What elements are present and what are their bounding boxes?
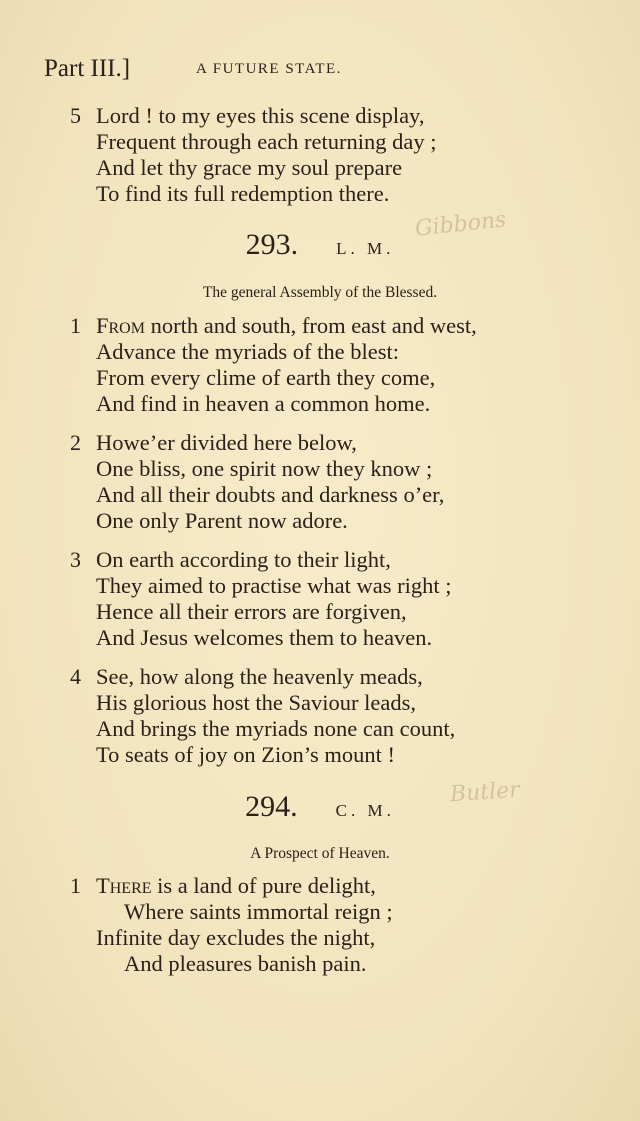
verse-line: Frequent through each returning day ; <box>96 129 437 154</box>
verse-line: Advance the myriads of the blest: <box>96 339 400 364</box>
verse-number: 1 <box>70 313 81 338</box>
verse-number: 5 <box>70 103 81 128</box>
hymn-293-stanza-2 <box>70 430 590 534</box>
drop-word: From <box>96 313 145 338</box>
verse-line: To find its full redemption there. <box>96 181 390 206</box>
hymn-293-stanza-1 <box>70 313 590 417</box>
verse-line: There is a land of pure delight, <box>96 873 376 898</box>
verse-line: And let thy grace my soul prepare <box>96 155 403 180</box>
verse-line: To seats of joy on Zion’s mount ! <box>96 742 396 767</box>
drop-word: There <box>96 873 152 898</box>
hymn-294-heading <box>0 790 640 824</box>
hymn-number: 293. <box>245 228 299 261</box>
hymn-meter: L. M. <box>336 239 395 258</box>
verse-line: Howe’er divided here below, <box>96 430 357 455</box>
verse-line: And brings the myriads none can count, <box>96 716 456 741</box>
hymn-meter: C. M. <box>335 801 395 820</box>
verse-line: And all their doubts and darkness o’er, <box>96 482 445 507</box>
verse-line: And pleasures banish pain. <box>124 951 367 976</box>
verse-line: Hence all their errors are forgiven, <box>96 599 407 624</box>
hymn-293-stanza-4 <box>70 664 590 768</box>
verse-line: Where saints immortal reign ; <box>124 899 393 924</box>
verse-line: And Jesus welcomes them to heaven. <box>96 625 433 650</box>
verse-line: Lord ! to my eyes this scene display, <box>96 103 425 128</box>
pencil-annotation: Gibbons <box>413 207 508 242</box>
part-label: Part III.] <box>44 55 131 82</box>
verse-line: They aimed to practise what was right ; <box>96 573 452 598</box>
verse-line: On earth according to their light, <box>96 547 391 572</box>
running-header <box>44 55 604 83</box>
verse-line: One only Parent now adore. <box>96 508 348 533</box>
hymn-subtitle: The general Assembly of the Blessed. <box>202 284 438 301</box>
section-title: A FUTURE STATE. <box>196 61 342 77</box>
verse-line: From north and south, from east and west, <box>96 313 477 338</box>
hymn-293-heading <box>0 228 640 262</box>
verse-number: 2 <box>70 430 81 455</box>
hymn-number: 294. <box>245 790 298 823</box>
previous-hymn-stanza <box>70 103 590 207</box>
verse-line: His glorious host the Saviour leads, <box>96 690 416 715</box>
verse-line: From every clime of earth they come, <box>96 365 436 390</box>
hymn-subtitle: A Prospect of Heaven. <box>250 845 390 862</box>
pencil-annotation: Butler <box>449 777 521 808</box>
verse-line: See, how along the heavenly meads, <box>96 664 423 689</box>
verse-line: One bliss, one spirit now they know ; <box>96 456 433 481</box>
verse-line: And find in heaven a common home. <box>96 391 431 416</box>
verse-number: 1 <box>70 873 81 898</box>
verse-number: 4 <box>70 664 81 689</box>
verse-line: Infinite day excludes the night, <box>96 925 376 950</box>
hymn-293-stanza-3 <box>70 547 590 651</box>
hymn-294-stanza-1 <box>70 873 590 977</box>
verse-number: 3 <box>70 547 81 572</box>
stanza-5 <box>70 103 590 207</box>
